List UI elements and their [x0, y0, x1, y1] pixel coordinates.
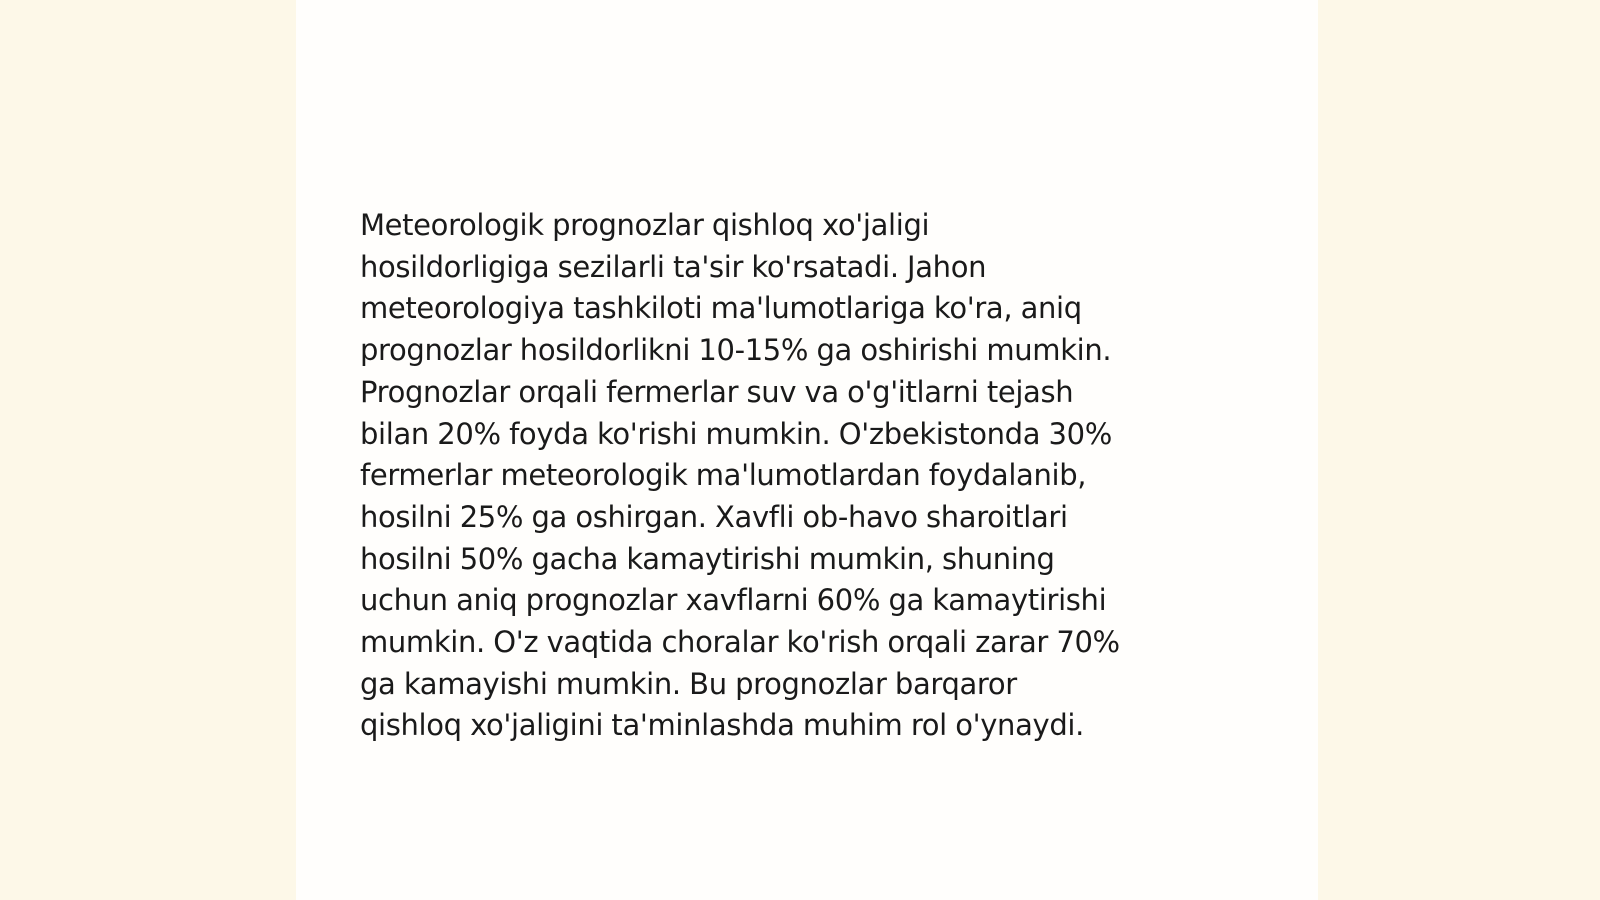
paragraph-line-1: Meteorologik prognozlar qishloq xo'jaligi: [360, 208, 930, 242]
paragraph-line-9: hosilni 50% gacha kamaytirishi mumkin, shuning: [360, 541, 1055, 576]
paragraph-line-7: fermerlar meteorologik ma'lumotlardan foydalanib,: [360, 458, 1087, 493]
paragraph-line-8: hosilni 25% ga oshirgan. Xavfli ob-havo sharoitlari: [360, 499, 1068, 534]
paragraph-line-3: meteorologiya tashkiloti ma'lumotlariga ko'ra, aniq: [360, 291, 1082, 326]
paragraph-line-4: prognozlar hosildorlikni 10-15% ga oshirishi mumkin.: [360, 333, 1112, 368]
body-paragraph: [360, 205, 1260, 747]
paragraph-line-2: hosildorligiga sezilarli ta'sir ko'rsatadi. Jahon: [360, 249, 987, 284]
paragraph-line-10: uchun aniq prognozlar xavflarni 60% ga kamaytirishi: [360, 583, 1107, 618]
paragraph-line-11: mumkin. O'z vaqtida choralar ko'rish orqali zarar 70%: [360, 625, 1120, 660]
paragraph-line-6: bilan 20% foyda ko'rishi mumkin. O'zbekistonda 30%: [360, 416, 1112, 451]
document-page: [296, 0, 1318, 900]
paragraph-line-5: Prognozlar orqali fermerlar suv va o'g'itlarni tejash: [360, 374, 1074, 409]
paragraph-line-12: ga kamayishi mumkin. Bu prognozlar barqaror: [360, 666, 1017, 701]
paragraph-line-13: qishloq xo'jaligini ta'minlashda muhim rol o'ynaydi.: [360, 708, 1084, 743]
